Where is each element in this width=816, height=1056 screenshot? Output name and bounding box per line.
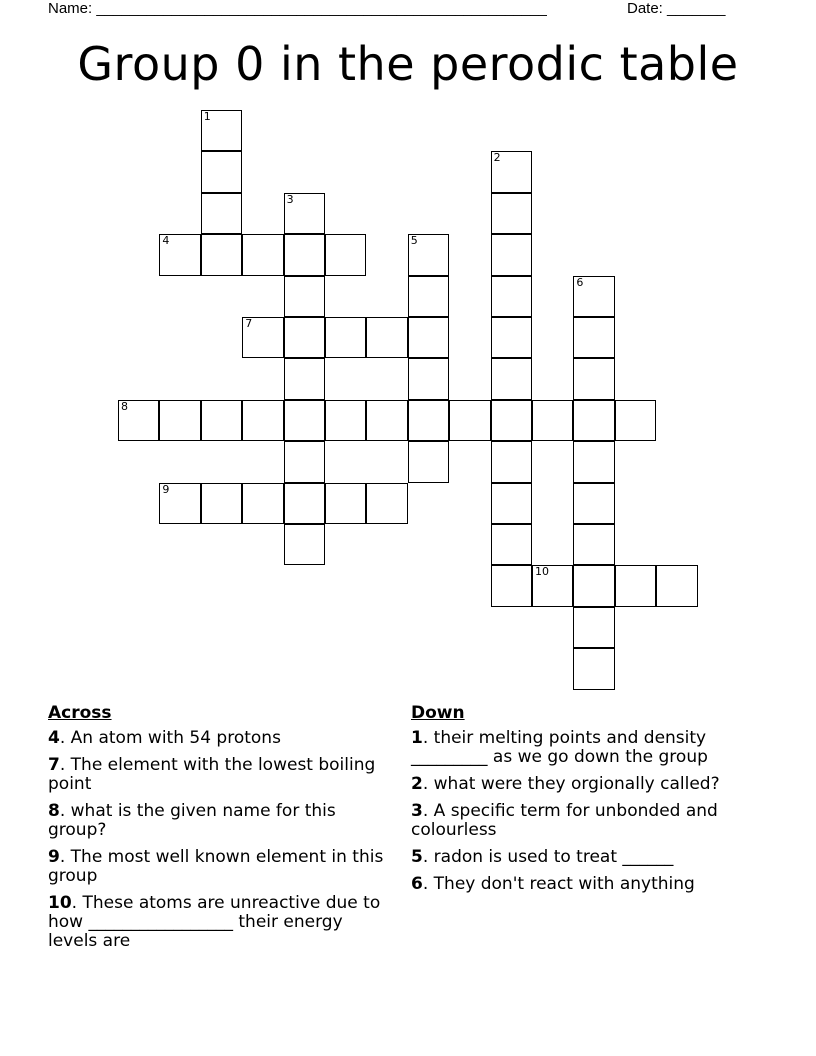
clue-text: The element with the lowest boiling point bbox=[48, 755, 376, 794]
clue-text: their melting points and density _________ as we go down the group bbox=[411, 728, 708, 767]
crossword-cell[interactable] bbox=[284, 524, 325, 565]
clue-text: They don't react with anything bbox=[433, 874, 695, 894]
crossword-cell[interactable] bbox=[159, 483, 200, 524]
crossword-cell[interactable] bbox=[573, 648, 614, 689]
crossword-cell[interactable] bbox=[615, 400, 656, 441]
clue-text: what were they orgionally called? bbox=[433, 774, 720, 794]
crossword-cell[interactable] bbox=[573, 524, 614, 565]
crossword-cell[interactable] bbox=[656, 565, 697, 606]
cell-number: 9 bbox=[162, 482, 170, 496]
crossword-cell[interactable] bbox=[573, 565, 614, 606]
crossword-cell[interactable] bbox=[366, 317, 407, 358]
crossword-cell[interactable] bbox=[201, 400, 242, 441]
crossword-cell[interactable] bbox=[408, 234, 449, 275]
across-clue-8: 8. what is the given name for this group? bbox=[48, 801, 336, 840]
crossword-cell[interactable] bbox=[408, 317, 449, 358]
crossword-cell[interactable] bbox=[491, 276, 532, 317]
clue-number: 2 bbox=[411, 774, 423, 794]
down-clue-3: 3. A specific term for unbonded and colourless bbox=[411, 801, 718, 840]
crossword-cell[interactable] bbox=[573, 441, 614, 482]
crossword-cell[interactable] bbox=[242, 483, 283, 524]
clue-text: The most well known element in this group bbox=[48, 847, 384, 886]
crossword-cell[interactable] bbox=[408, 276, 449, 317]
across-clue-4: 4. An atom with 54 protons bbox=[48, 728, 281, 748]
crossword-cell[interactable] bbox=[573, 276, 614, 317]
name-field-label: Name: ______________________________________________________ bbox=[48, 0, 547, 17]
down-clue-5: 5. radon is used to treat ______ bbox=[411, 847, 674, 867]
crossword-cell[interactable] bbox=[325, 483, 366, 524]
crossword-cell[interactable] bbox=[325, 400, 366, 441]
cell-number: 5 bbox=[410, 234, 418, 248]
clue-number: 8 bbox=[48, 801, 60, 821]
crossword-cell[interactable] bbox=[284, 276, 325, 317]
crossword-cell[interactable] bbox=[573, 483, 614, 524]
crossword-cell[interactable] bbox=[284, 483, 325, 524]
clue-text: radon is used to treat ______ bbox=[433, 847, 674, 867]
across-clue-10: 10. These atoms are unreactive due to how _________________ their energy levels are bbox=[48, 893, 381, 951]
crossword-cell[interactable] bbox=[449, 400, 490, 441]
down-clues bbox=[411, 704, 771, 902]
cell-number: 7 bbox=[245, 317, 253, 330]
crossword-cell[interactable] bbox=[408, 358, 449, 399]
cell-number: 2 bbox=[493, 151, 501, 165]
crossword-cell[interactable] bbox=[491, 483, 532, 524]
clue-number: 7 bbox=[48, 755, 60, 775]
crossword-cell[interactable] bbox=[573, 358, 614, 399]
crossword-cell[interactable] bbox=[615, 565, 656, 606]
crossword-cell[interactable] bbox=[491, 151, 532, 192]
crossword-cell[interactable] bbox=[573, 317, 614, 358]
crossword-cell[interactable] bbox=[201, 483, 242, 524]
crossword-cell[interactable] bbox=[242, 234, 283, 275]
cell-number: 8 bbox=[121, 399, 128, 413]
crossword-cell[interactable] bbox=[532, 400, 573, 441]
down-heading: Down bbox=[411, 703, 465, 723]
page-title: Group 0 in the perodic table bbox=[77, 37, 739, 91]
across-clues bbox=[48, 704, 388, 959]
across-heading: Across bbox=[48, 703, 112, 723]
clue-number: 3 bbox=[411, 801, 423, 821]
crossword-cell[interactable] bbox=[408, 400, 449, 441]
crossword-cell[interactable] bbox=[491, 441, 532, 482]
crossword-cell[interactable] bbox=[491, 565, 532, 606]
crossword-cell[interactable] bbox=[284, 193, 325, 234]
across-clue-7: 7. The element with the lowest boiling point bbox=[48, 755, 376, 794]
cell-number: 3 bbox=[286, 192, 294, 206]
crossword-cell[interactable] bbox=[159, 234, 200, 275]
crossword-cell[interactable] bbox=[201, 234, 242, 275]
clue-number: 6 bbox=[411, 874, 423, 894]
clue-number: 5 bbox=[411, 847, 423, 867]
crossword-cell[interactable] bbox=[284, 317, 325, 358]
cell-number: 6 bbox=[576, 275, 584, 289]
crossword-cell[interactable] bbox=[408, 441, 449, 482]
crossword-cell[interactable] bbox=[491, 193, 532, 234]
crossword-cell[interactable] bbox=[325, 317, 366, 358]
down-clue-6: 6. They don't react with anything bbox=[411, 874, 695, 894]
clue-text: what is the given name for this group? bbox=[48, 801, 336, 840]
crossword-cell[interactable] bbox=[532, 565, 573, 606]
crossword-cell[interactable] bbox=[284, 441, 325, 482]
clue-number: 9 bbox=[48, 847, 60, 867]
crossword-cell[interactable] bbox=[573, 400, 614, 441]
clue-number: 1 bbox=[411, 728, 423, 748]
down-clue-1: 1. their melting points and density _________ as we go down the group bbox=[411, 728, 708, 767]
crossword-cell[interactable] bbox=[242, 317, 283, 358]
crossword-cell[interactable] bbox=[491, 358, 532, 399]
crossword-cell[interactable] bbox=[201, 193, 242, 234]
cell-number: 10 bbox=[535, 565, 549, 579]
crossword-cell[interactable] bbox=[325, 234, 366, 275]
clue-text: A specific term for unbonded and colourless bbox=[411, 801, 718, 840]
down-clue-2: 2. what were they orgionally called? bbox=[411, 774, 720, 794]
across-clue-9: 9. The most well known element in this group bbox=[48, 847, 384, 886]
crossword-cell[interactable] bbox=[284, 400, 325, 441]
cell-number: 4 bbox=[162, 234, 170, 248]
crossword-cell[interactable] bbox=[118, 400, 159, 441]
cell-number: 1 bbox=[203, 110, 211, 123]
crossword-cell[interactable] bbox=[201, 151, 242, 192]
crossword-cell[interactable] bbox=[491, 400, 532, 441]
crossword-cell[interactable] bbox=[366, 483, 407, 524]
crossword-cell[interactable] bbox=[491, 524, 532, 565]
crossword-cell[interactable] bbox=[284, 234, 325, 275]
crossword-cell[interactable] bbox=[159, 400, 200, 441]
crossword-cell[interactable] bbox=[573, 607, 614, 648]
date-field-label: Date: _______ bbox=[627, 0, 726, 17]
clue-text: An atom with 54 protons bbox=[70, 728, 281, 748]
crossword-cell[interactable] bbox=[284, 358, 325, 399]
crossword-cell[interactable] bbox=[491, 234, 532, 275]
clue-number: 4 bbox=[48, 728, 60, 748]
clue-number: 10 bbox=[48, 893, 72, 913]
crossword-cell[interactable] bbox=[491, 317, 532, 358]
crossword-cell[interactable] bbox=[242, 400, 283, 441]
crossword-cell[interactable] bbox=[201, 110, 242, 151]
crossword-cell[interactable] bbox=[366, 400, 407, 441]
clue-text: These atoms are unreactive due to how _________________ their energy levels are bbox=[48, 893, 381, 951]
